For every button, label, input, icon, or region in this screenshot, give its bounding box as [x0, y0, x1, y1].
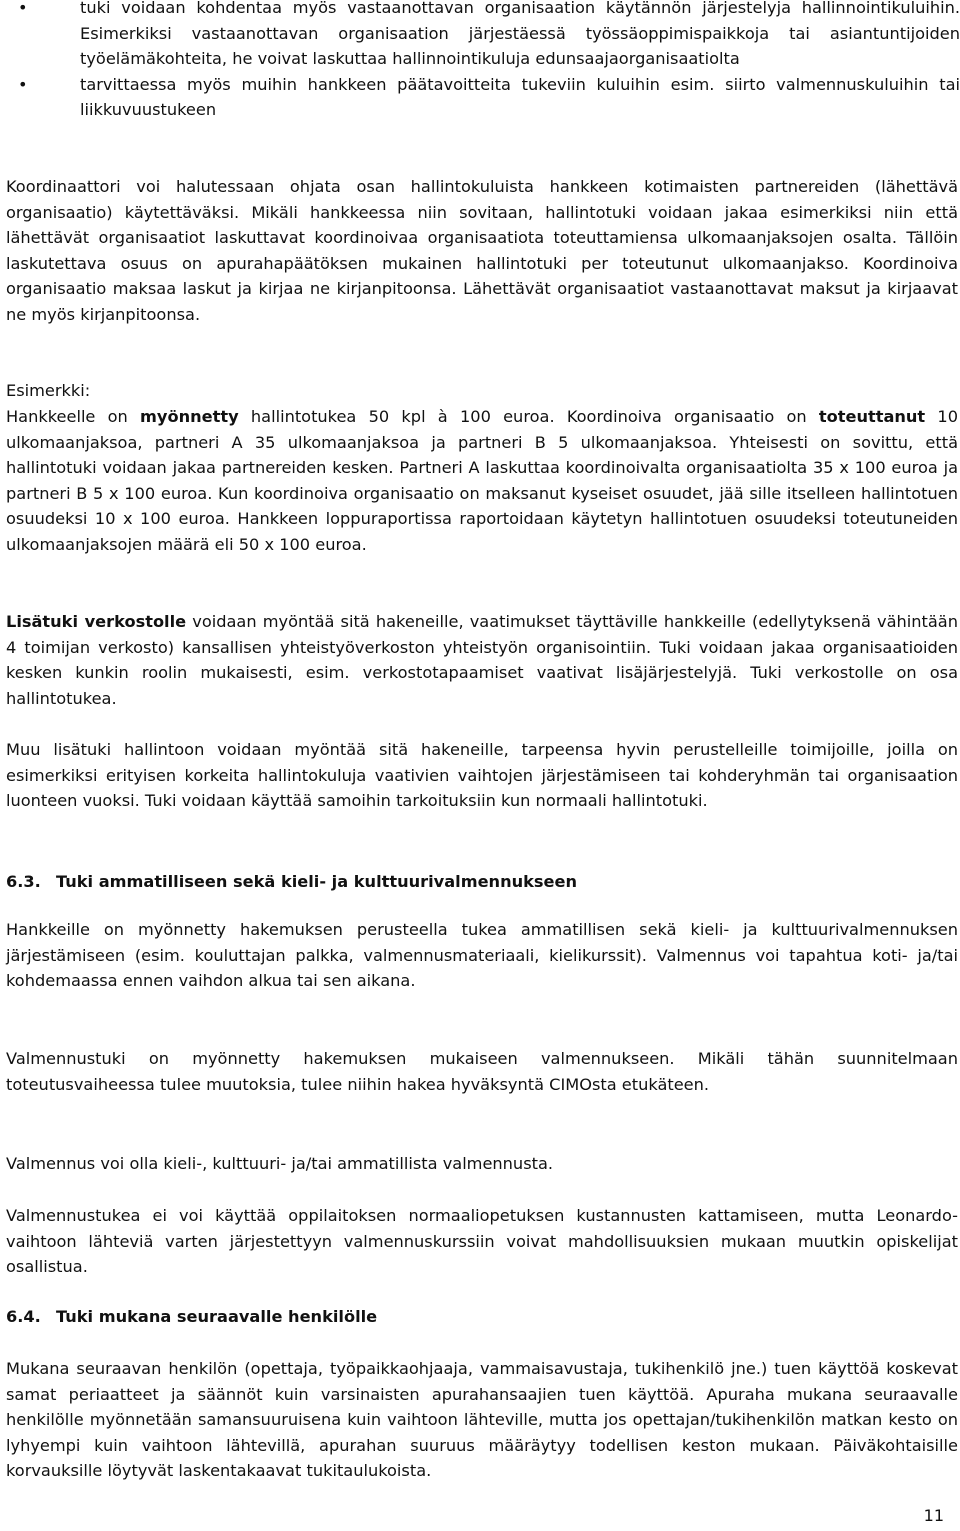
section-number: 6.3.	[6, 872, 41, 891]
emphasis-granted: myönnetty	[140, 407, 239, 426]
paragraph-6-3-2: Valmennustuki on myönnetty hakemuksen mukaiseen valmennukseen. Mikäli tähän suunnitelmaan toteutusvaiheessa tulee muutoksia, tulee niihin hakea hyväksyntä CIMOsta etukäteen.	[6, 1049, 958, 1094]
example-paragraph: Hankkeelle on myönnetty hallintotukea 50 kpl à 100 euroa. Koordinoiva organisaatio on toteuttanut 10 ulkomaanjaksoa, partneri A 35 ulkomaanjaksoa ja partneri B 5 ulkomaanjaksoa. Yhteisesti on sovittu, että hallintotuki voidaan jakaa partnereiden kesken. Partneri A laskuttaa koordinoivalta organisaatiolta 35 x 100 euroa ja partneri B 5 x 100 euroa. Kun koordinoiva organisaatio on maksanut kyseiset osuudet, jää sille itselleen hallintotuen osuudeksi 10 x 100 euroa. Hankkeen loppuraportissa raportoidaan käytetyn hallintotuen osuudeksi toteutuneiden ulkomaanjaksojen määrä eli 50 x 100 euroa.	[6, 407, 959, 554]
paragraph-other-support: Muu lisätuki hallintoon voidaan myöntää sitä hakeneille, tarpeensa hyvin perustelleille toimijoille, joilla on esimerkiksi erityisen korkeita hallintokuluja vaativien vaihtojen järjestämiseen tai kohderyhmän tai organisaation luonteen vuoksi. Tuki voidaan käyttää samoihin tarkoituksiin kun normaali hallintotuki.	[6, 740, 958, 811]
paragraph-coordinator: Koordinaattori voi halutessaan ohjata osan hallintokuluista hankkeen kotimaisten partnereiden (lähettävä organisaatio) käytettäväksi. Mikäli hankkeessa niin sovitaan, hallintotuki voidaan jakaa esimerkiksi niin että lähettävät organisaatiot laskuttavat koordinoivaa organisaatiota toteuttamiensa ulkomaanjaksojen osalta. Tällöin laskutettava osuus on apurahapäätöksen mukainen hallintotuki per toteutunut ulkomaanjakso. Koordinoiva organisaatio maksaa laskut ja kirjaa ne kirjanpitoonsa. Lähettävät organisaatiot vastaanottavat maksut ja kirjaavat ne myös kirjanpitoonsa.	[6, 177, 958, 324]
section-heading-6-4	[6, 1304, 377, 1330]
paragraph-6-3-3: Valmennus voi olla kieli-, kulttuuri- ja/tai ammatillista valmennusta.	[6, 1154, 554, 1173]
network-term: Lisätuki verkostolle	[6, 612, 187, 631]
paragraph-6-3-4: Valmennustukea ei voi käyttää oppilaitoksen normaaliopetuksen kustannusten kattamiseen, mutta Leonardo-vaihtoon lähteviä varten järjestettyyn valmennuskurssiin voivat mahdollisuuksien mukaan muutkin opiskelijat osallistua.	[6, 1206, 958, 1277]
bullet-list	[0, 0, 960, 123]
emphasis-completed: toteuttanut	[818, 407, 926, 426]
list-item	[0, 0, 960, 72]
section-title: Tuki mukana seuraavalle henkilölle	[56, 1307, 378, 1326]
paragraph-6-3-1: Hankkeille on myönnetty hakemuksen perusteella tukea ammatillisen sekä kieli- ja kulttuurivalmennuksen järjestämiseen (esim. kouluttajan palkka, valmennusmateriaali, kielikurssit). Valmennus voi tapahtua koti- ja/tai kohdemaassa ennen vaihdon alkua tai sen aikana.	[6, 920, 958, 991]
example-label: Esimerkki:	[6, 381, 91, 400]
paragraph-network: Lisätuki verkostolle voidaan myöntää sitä hakeneille, vaatimukset täyttäville hankkeille (edellytyksenä vähintään 4 toimijan verkosto) kansallisen yhteistyöverkoston yhteistyön organisointiin. Tuki voidaan jakaa organisaatioiden kesken kunkin roolin mukaisesti, esim. verkostotapaamiset vaativat lisäjärjestelyjä. Tuki verkostolle on osa hallintotukea.	[6, 612, 958, 708]
page-number: 11	[923, 1506, 944, 1525]
bullet-icon: •	[18, 0, 28, 17]
list-item	[0, 72, 960, 123]
section-heading-6-3	[6, 869, 577, 895]
paragraph-6-4-1: Mukana seuraavan henkilön (opettaja, työpaikkaohjaaja, vammaisavustaja, tukihenkilö jne.) tuen käyttöä koskevat samat periaatteet ja säännöt kuin varsinaisten apurahansaajien tuen käyttöä. Apuraha mukana seuraavalle henkilölle myönnetään samansuuruisena kuin vaihtoon lähteville, mutta jos opettajan/tukihenkilön matkan kesto on lyhyempi kuin vaihtoon lähtevillä, apurahan suuruus määräytyy todellisen keston mukaan. Päiväkohtaisille korvauksille löytyvät laskentakaavat tukitaulukoista.	[6, 1359, 958, 1481]
section-title: Tuki ammatilliseen sekä kieli- ja kulttuurivalmennukseen	[56, 872, 578, 891]
bullet-icon: •	[18, 74, 28, 94]
section-number: 6.4.	[6, 1307, 41, 1326]
bullet-text: tuki voidaan kohdentaa myös vastaanottavan organisaation käytännön järjestelyja hallinnointikuluihin. Esimerkiksi vastaanottavan organisaation järjestäessä työssäoppimispaikkoja tai asiantuntijoiden työelämäkohteita, he voivat laskuttaa hallinnointikuluja edunsaajaorganisaatiolta	[80, 0, 960, 69]
bullet-text: tarvittaessa myös muihin hankkeen päätavoitteita tukeviin kuluihin esim. siirto valmennuskuluihin tai liikkuvuustukeen	[80, 74, 960, 120]
